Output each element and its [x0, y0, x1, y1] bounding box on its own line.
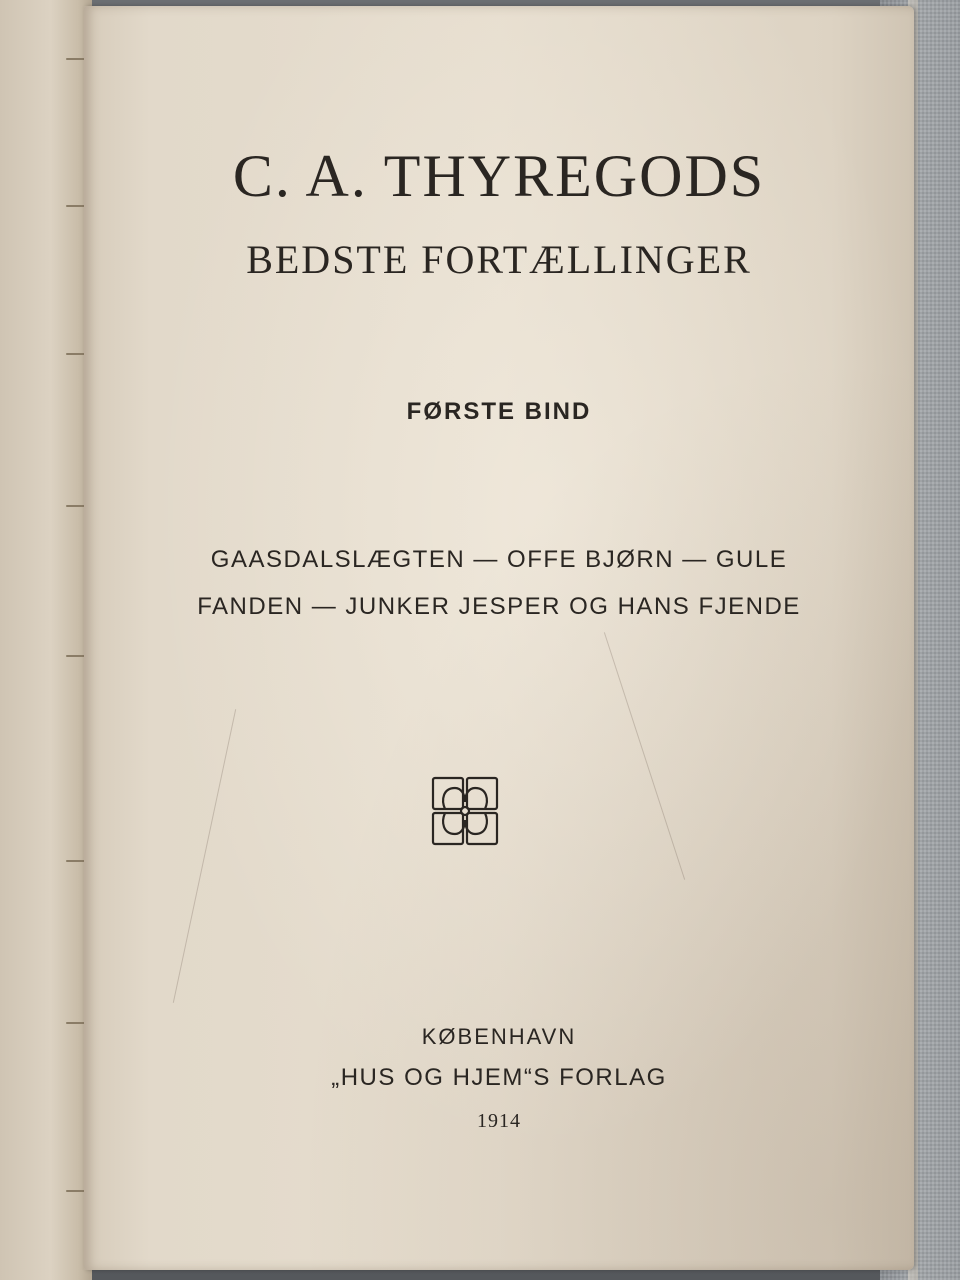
contents-line-1: GAASDALSLÆGTEN — OFFE BJØRN — GULE: [210, 546, 788, 573]
book-title: BEDSTE FORTÆLLINGER: [246, 237, 752, 282]
author-heading: C. A. THYREGODS: [232, 143, 766, 209]
volume-label: FØRSTE BIND: [406, 398, 592, 425]
imprint-publisher: „HUS OG HJEM“S FORLAG: [331, 1064, 667, 1091]
title-page: [84, 6, 914, 1270]
facing-page: [0, 0, 92, 1280]
paper-crease: [173, 709, 236, 1003]
paper-crease: [604, 632, 685, 880]
contents-line-2: FANDEN — JUNKER JESPER OG HANS FJENDE: [197, 593, 801, 620]
quatrefoil-ornament-icon: [431, 776, 499, 846]
imprint-city: KØBENHAVN: [421, 1024, 577, 1049]
imprint-year: 1914: [477, 1110, 521, 1132]
